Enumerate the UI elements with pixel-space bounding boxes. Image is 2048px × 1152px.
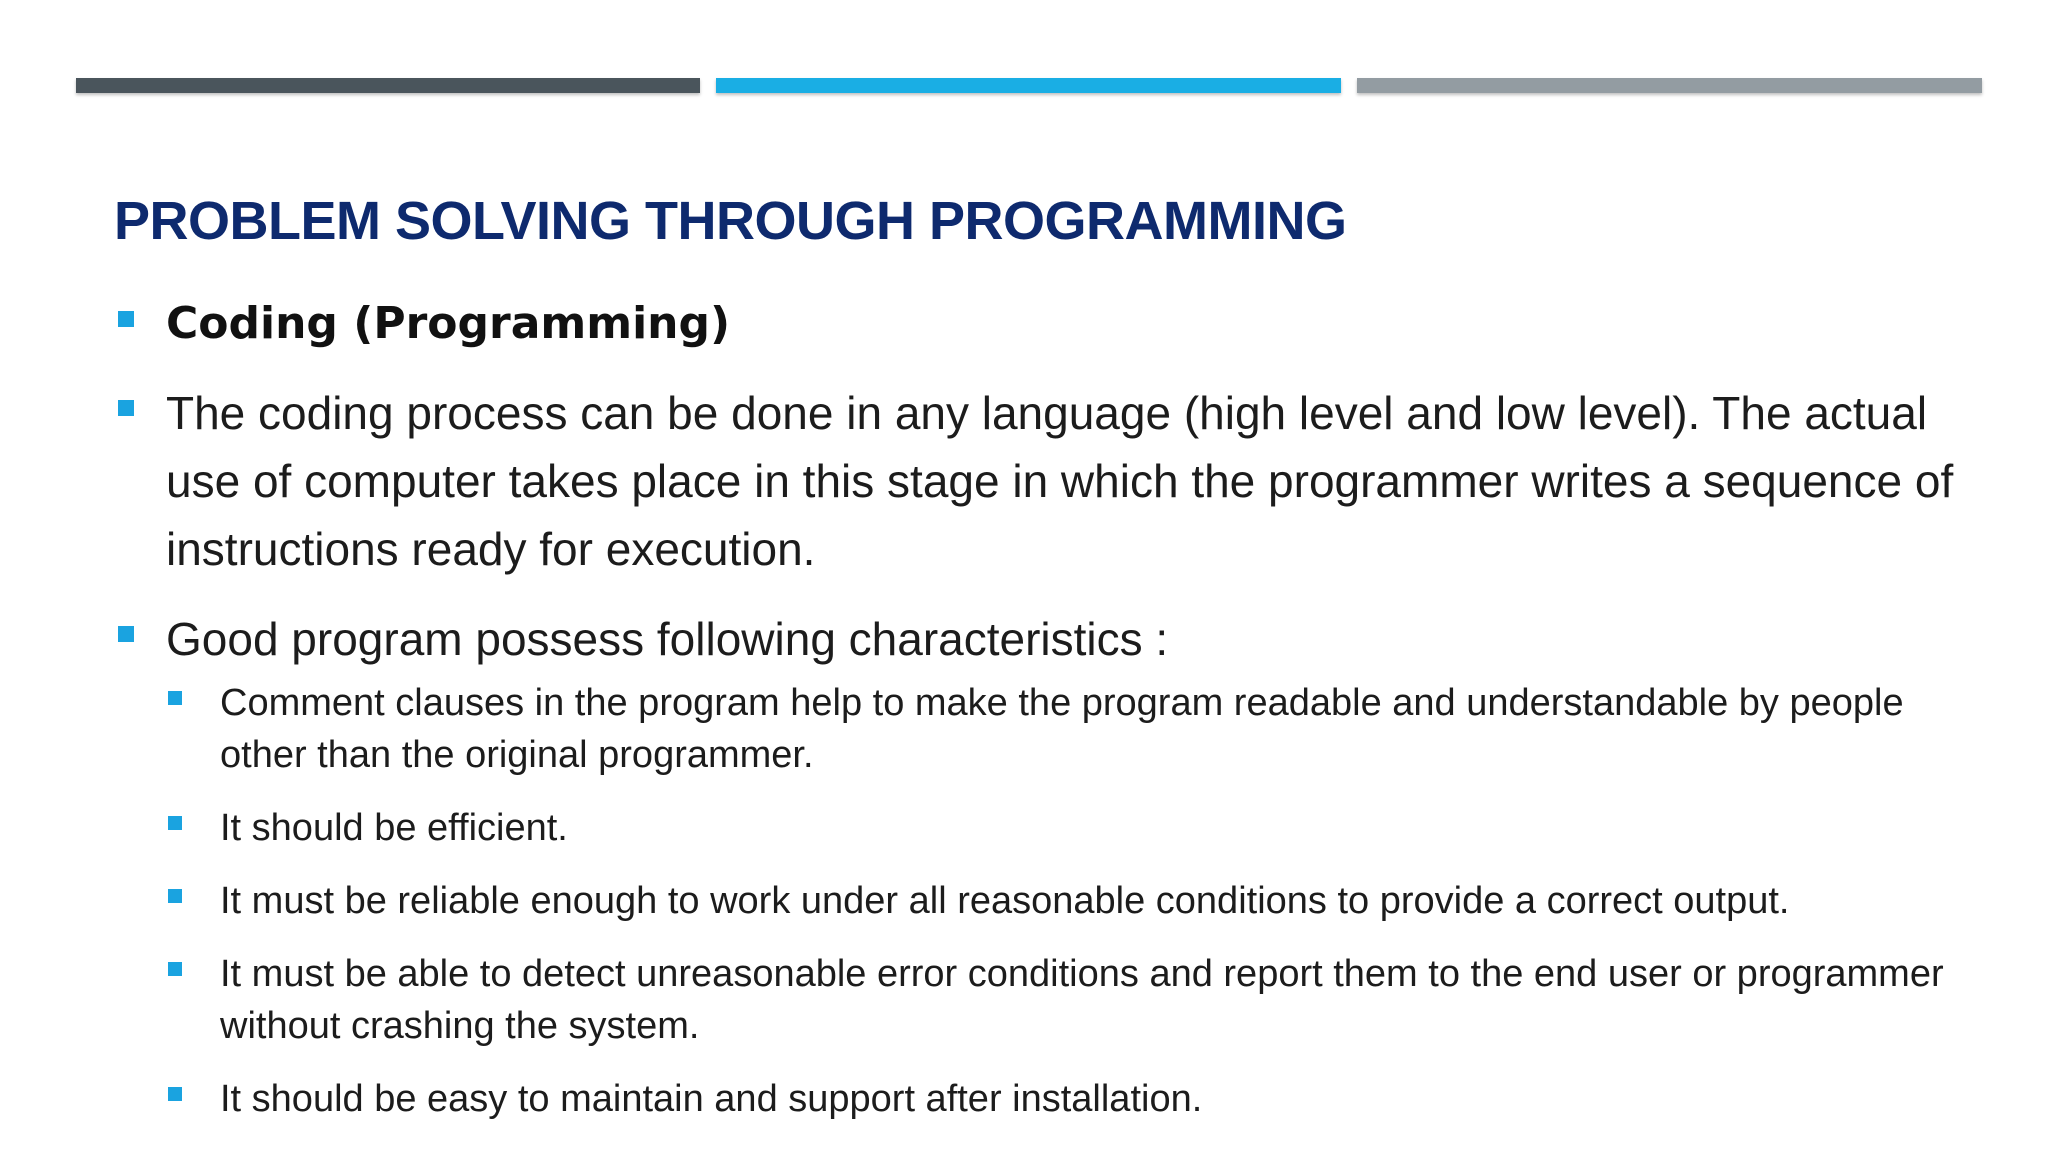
square-bullet-icon — [118, 311, 134, 327]
header-bar-gray — [1357, 78, 1982, 93]
sub-bullet-item — [168, 677, 1964, 781]
sub-bullet-text: It must be reliable enough to work under all reasonable conditions to provide a correct output. — [220, 880, 1790, 922]
bullet-item — [114, 379, 1964, 583]
square-bullet-icon — [168, 691, 182, 705]
slide-content — [114, 290, 1964, 1125]
slide-title: PROBLEM SOLVING THROUGH PROGRAMMING — [114, 191, 1347, 251]
bullet-text: Good program possess following characteristics : — [166, 613, 1169, 665]
header-bar-dark — [76, 78, 700, 93]
square-bullet-icon — [168, 962, 182, 976]
sub-bullet-text: It must be able to detect unreasonable error conditions and report them to the end user or programmer without crashing the system. — [220, 953, 1944, 1047]
bullet-text: Coding (Programming) — [166, 298, 731, 349]
sub-bullet-item — [168, 802, 1964, 854]
sub-bullet-text: It should be easy to maintain and support after installation. — [220, 1078, 1203, 1120]
bullet-item — [114, 290, 1964, 358]
square-bullet-icon — [118, 626, 134, 642]
header-bar-blue — [716, 78, 1341, 93]
bullet-item — [114, 605, 1964, 673]
square-bullet-icon — [168, 1087, 182, 1101]
sub-bullet-text: Comment clauses in the program help to make the program readable and understandable by people other than the original programmer. — [220, 682, 1904, 776]
sub-bullet-item — [168, 875, 1964, 927]
sub-bullet-text: It should be efficient. — [220, 807, 568, 849]
bullet-text: The coding process can be done in any language (high level and low level). The actual use of computer takes place in this stage in which the programmer writes a sequence of instructions ready for execution. — [166, 387, 1954, 575]
decorative-header-bars — [76, 78, 1982, 93]
square-bullet-icon — [168, 889, 182, 903]
sub-bullet-item — [168, 1073, 1964, 1125]
square-bullet-icon — [118, 400, 134, 416]
sub-bullet-item — [168, 948, 1964, 1052]
square-bullet-icon — [168, 816, 182, 830]
